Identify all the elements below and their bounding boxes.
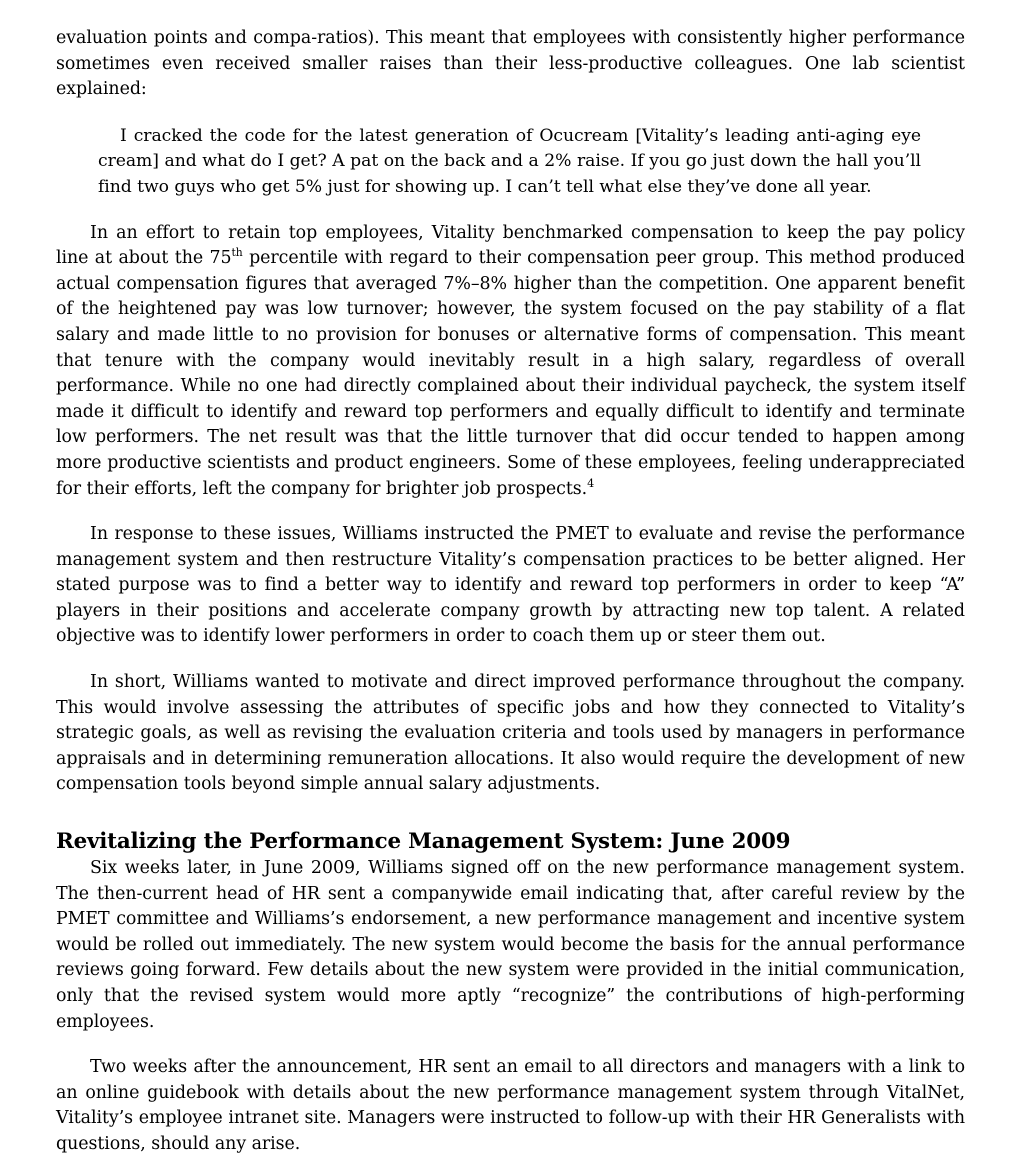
ordinal-superscript-th: th <box>231 246 243 260</box>
paragraph-continued-evaluation: evaluation points and compa-ratios). This meant that employees with consistently higher performance sometimes even received smaller raises than their less-productive colleagues. One lab scientist explained: <box>56 28 965 100</box>
paragraph-in-short-motivate: In short, Williams wanted to motivate and direct improved performance throughout the company. This would involve assessing the attributes of specific jobs and how they connected to Vitality’s strategic goals, as well as revising the evaluation criteria and tools used by managers in performance appraisals and in determining remuneration allocations. It also would require the development of new compensation tools beyond simple annual salary adjustments. <box>56 672 965 795</box>
section-heading-revitalizing: Revitalizing the Performance Management System: June 2009 <box>56 829 791 855</box>
paragraph-benchmarked-compensation <box>56 221 965 503</box>
paragraph-two-weeks-after: Two weeks after the announcement, HR sent an email to all directors and managers with a link to an online guidebook with details about the new performance management system through VitalNet, Vitality’s employee intranet site. Managers were instructed to follow-up with their HR Generalists with questions, should any arise. <box>56 1057 965 1154</box>
paragraph-six-weeks-later: Six weeks later, in June 2009, Williams signed off on the new performance management system. The then-current head of HR sent a companywide email indicating that, after careful review by the PMET committee and Williams’s endorsement, a new performance management and incentive system would be rolled out immediately. The new system would become the basis for the annual performance reviews going forward. Few details about the new system were provided in the initial communication, only that the revised system would more aptly “recognize” the contributions of high-performing employees. <box>56 858 965 1032</box>
paragraph-williams-pmet-response: In response to these issues, Williams instructed the PMET to evaluate and revise the performance management system and then restructure Vitality’s compensation practices to be better aligned. Her stated purpose was to find a better way to identify and reward top performers in order to keep “A” players in their positions and accelerate company growth by attracting new top talent. A related objective was to identify lower performers in order to coach them up or steer them out. <box>56 524 965 647</box>
paragraph-text-part-two: percentile with regard to their compensation peer group. This method produced actual compensation figures that averaged 7%–8% higher than the competition. One apparent benefit of the heightened pay was low turnover; however, the system focused on the pay stability of a flat salary and made little to no provision for bonuses or alternative forms of compensation. This meant that tenure with the company would inevitably result in a high salary, regardless of overall performance. While no one had directly complained about their individual paycheck, the system itself made it difficult to identify and reward top performers and equally difficult to identify and terminate low performers. The net result was that the little turnover that did occur tended to happen among more productive scientists and product engineers. Some of these employees, feeling underappreciated for their efforts, left the company for brighter job prospects. <box>56 248 965 499</box>
paragraph-text-part-one: In an effort to retain top employees, Vitality benchmarked compensation to keep the pay policy line at about the 75 <box>56 222 965 269</box>
document-body <box>56 26 965 1158</box>
footnote-reference-marker: 4 <box>587 476 595 490</box>
blockquote-ocucream-quote: I cracked the code for the latest generation of Ocucream [Vitality’s leading anti-aging eye cream] and what do I get? A pat on the back and a 2% raise. If you go just down the hall you’ll find two guys who get 5% just for showing up. I can’t tell what else they’ve done all year. <box>98 125 921 197</box>
